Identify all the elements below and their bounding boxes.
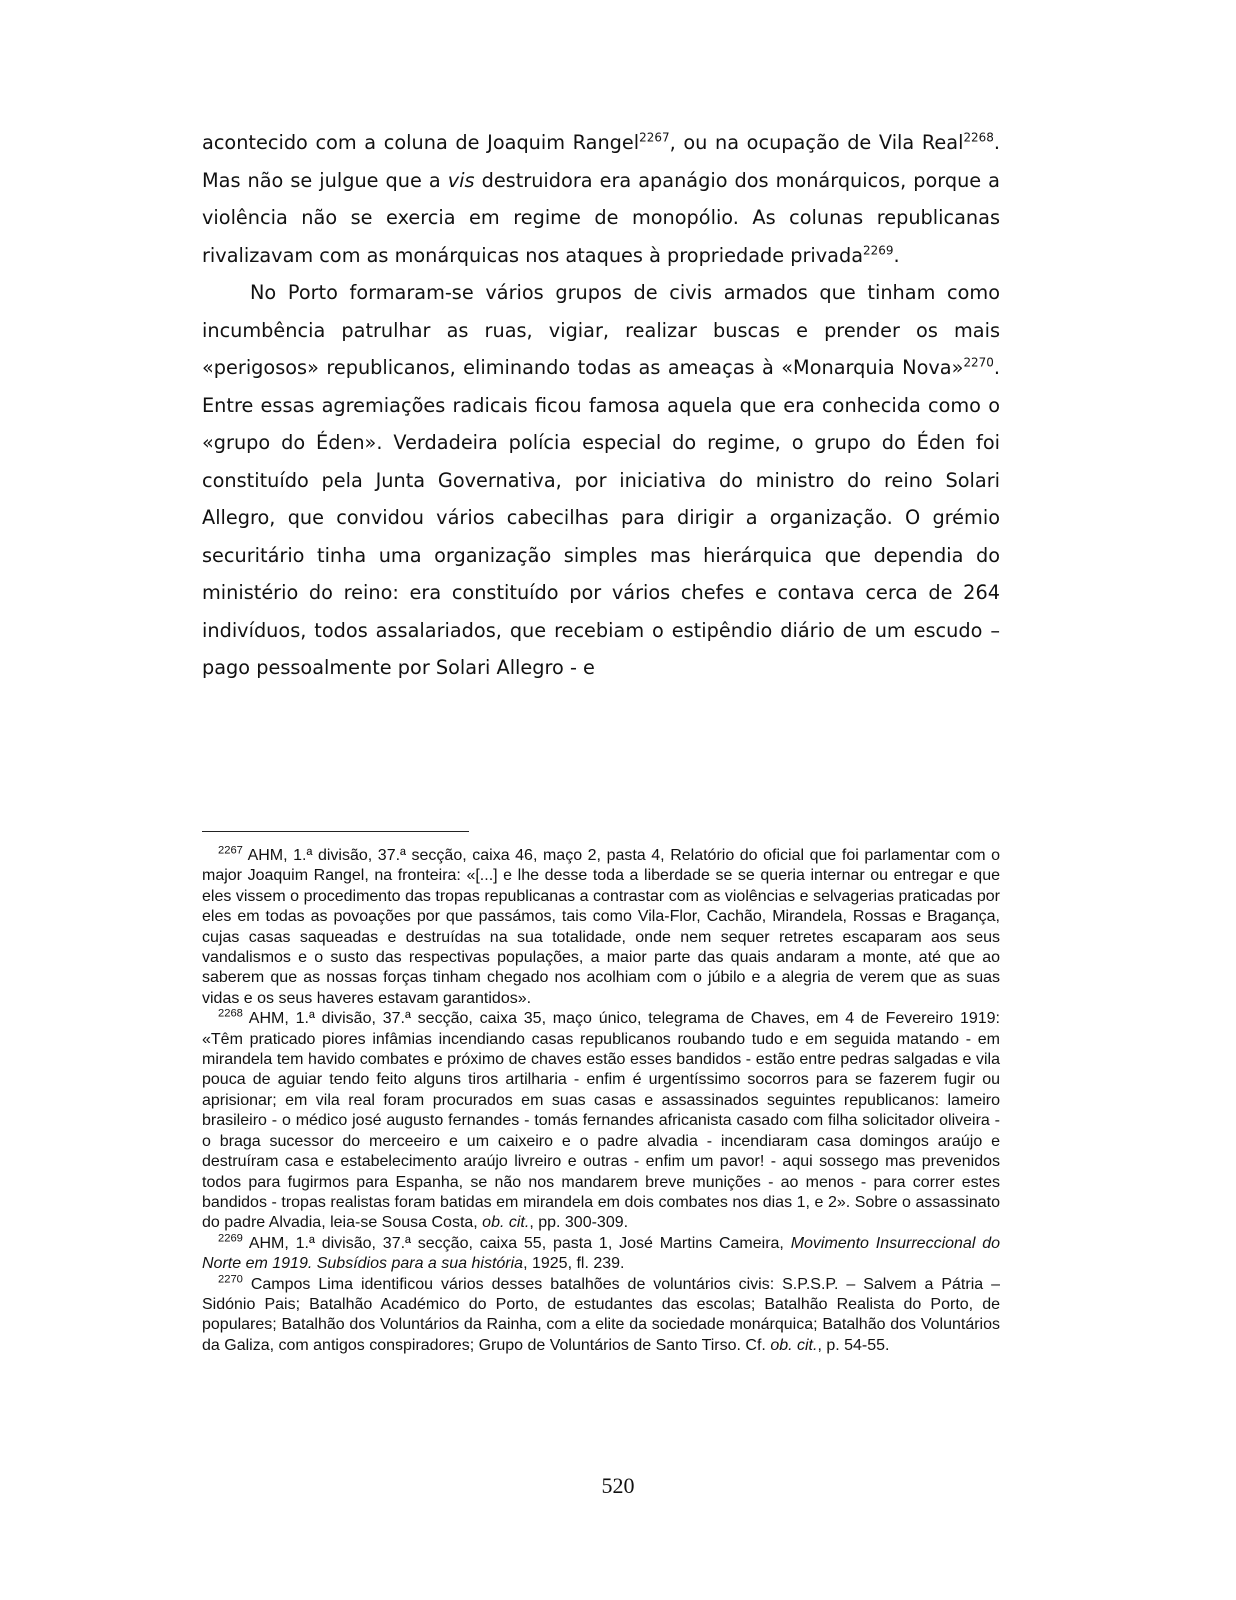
- footnote-ref[interactable]: 2268: [963, 130, 994, 145]
- paragraph: [202, 274, 1000, 687]
- footnote: [202, 1234, 1000, 1275]
- text: . Entre essas agremiações radicais ficou famosa aquela que era conhecida como o «grupo do Éden». Verdadeira polícia especial do regime, o grupo do Éden foi constituído pela Junta Governativa, por iniciativa do ministro do reino Solari Allegro, que convidou vários cabecilhas para dirigir a organização. O grémio securitário tinha uma organização simples mas hierárquica que dependia do ministério do reino: era constituído por vários chefes e contava cerca de 264 indivíduos, todos assalariados, que recebiam o estipêndio diário de um escudo – pago pessoalmente por Solari Allegro - e: [202, 356, 1000, 679]
- paragraph: [202, 124, 1000, 274]
- footnote-ref[interactable]: 2269: [863, 243, 894, 258]
- footnote-text: , p. 54-55.: [817, 1336, 890, 1354]
- footnote-text: Campos Lima identificou vários desses batalhões de voluntários civis: S.P.S.P. – Salvem a Pátria – Sidónio Pais; Batalhão Académico do Porto, de estudantes das escolas; Batalhão Realista do Porto, de populares; Batalhão dos Voluntários da Rainha, com a elite da sociedade monárquica; Batalhão dos Voluntários da Galiza, com antigos conspiradores; Grupo de Voluntários de Santo Tirso. Cf.: [202, 1275, 1000, 1354]
- text: destruidora era apanágio dos monárquicos, porque a violência não se exercia em regime de monopólio. As colunas republicanas rivalizavam com as monárquicas nos ataques à propriedade privada: [202, 168, 1000, 267]
- text: .: [893, 243, 900, 267]
- text: , ou na ocupação de Vila Real: [669, 131, 964, 154]
- footnote-text: , pp. 300-309.: [529, 1214, 629, 1232]
- footnote-separator: [202, 831, 469, 832]
- italic-text: ob. cit.: [482, 1214, 530, 1232]
- footnote: [202, 846, 1000, 1009]
- italic-text: vis: [447, 168, 475, 192]
- footnote: [202, 1009, 1000, 1233]
- italic-text: Movimento Insurreccional do Norte em 1919. Subsídios para a sua história: [202, 1234, 1000, 1273]
- footnote: [202, 1275, 1000, 1357]
- text: acontecido com a coluna de Joaquim Rangel: [202, 131, 640, 154]
- footnote-text: AHM, 1.ª divisão, 37.ª secção, caixa 46, maço 2, pasta 4, Relatório do oficial que foi parlamentar com o major Joaquim Rangel, na fronteira: «[...] e lhe desse toda a liberdade se se queria internar ou entregar e que eles vissem o procedimento das tropas republicanas a contrastar com as violências e selvagerias praticadas por eles em todas as povoações por que passámos, tais como Vila-Flor, Cachão, Mirandela, Rossas e Bragança, cujas casas saqueadas e destruídas na sua totalidade, onde nem sequer retretes escaparam aos seus vandalismos e o susto das respectivas populações, a maior parte das quais andaram a monte, até que ao saberem que as nossas forças tinham chegado nos acolhiam com o júbilo e a alegria de verem que as suas vidas e os seus haveres estavam garantidos».: [202, 847, 1000, 1007]
- footnote-text: AHM, 1.ª divisão, 37.ª secção, caixa 35, maço único, telegrama de Chaves, em 4 de Fevereiro 1919: «Têm praticado piores infâmias incendiando casas republicanos roubando tudo e em seguida matando - em mirandela tem havido combates e próximo de chaves estão esses bandidos - estão entre pedras salgadas e vila pouca de aguiar tendo feito alguns tiros artilharia - enfim é urgentíssimo socorros para se fazerem fugir ou aprisionar; em vila real foram procurados em suas casas e assassinados seguintes republicanos: lameiro brasileiro - o médico josé augusto fernandes - tomás fernandes africanista casado com filha solicitador oliveira - o braga sucessor do merceeiro e um caixeiro e o padre alvadia - incendiaram casa domingos araújo e destruíram casa e estabelecimento araújo livreiro e outras - enfim um pavor! - aqui sossego mas prevenidos todos para fugirmos para Espanha, se não nos mandarem breve munições - ao menos - para correr estes bandidos - tropas realistas foram batidas em mirandela em dois combates nos dias 1, e 2». Sobre o assassinato do padre Alvadia, leia-se Sousa Costa,: [202, 1010, 1000, 1232]
- footnote-number: 2269: [218, 1232, 243, 1245]
- text: No Porto formaram-se vários grupos de civis armados que tinham como incumbência patrulhar as ruas, vigiar, realizar buscas e prender os mais «perigosos» republicanos, eliminando todas as ameaças à «Monarquia Nova»: [202, 281, 1000, 379]
- footnote-text: AHM, 1.ª divisão, 37.ª secção, caixa 55, pasta 1, José Martins Cameira,: [242, 1234, 791, 1252]
- italic-text: ob. cit.: [770, 1336, 818, 1354]
- footnote-number: 2270: [218, 1273, 243, 1286]
- footnote-ref[interactable]: 2267: [639, 130, 670, 145]
- footnote-number: 2267: [218, 844, 243, 857]
- footnotes: [202, 846, 1000, 1356]
- footnote-text: , 1925, fl. 239.: [523, 1255, 625, 1273]
- text: . Mas não se julgue que a: [202, 131, 1000, 192]
- page-number: 520: [601, 1473, 635, 1498]
- footnote-number: 2268: [218, 1007, 243, 1020]
- main-text: [202, 124, 1000, 687]
- footnote-ref[interactable]: 2270: [963, 355, 994, 370]
